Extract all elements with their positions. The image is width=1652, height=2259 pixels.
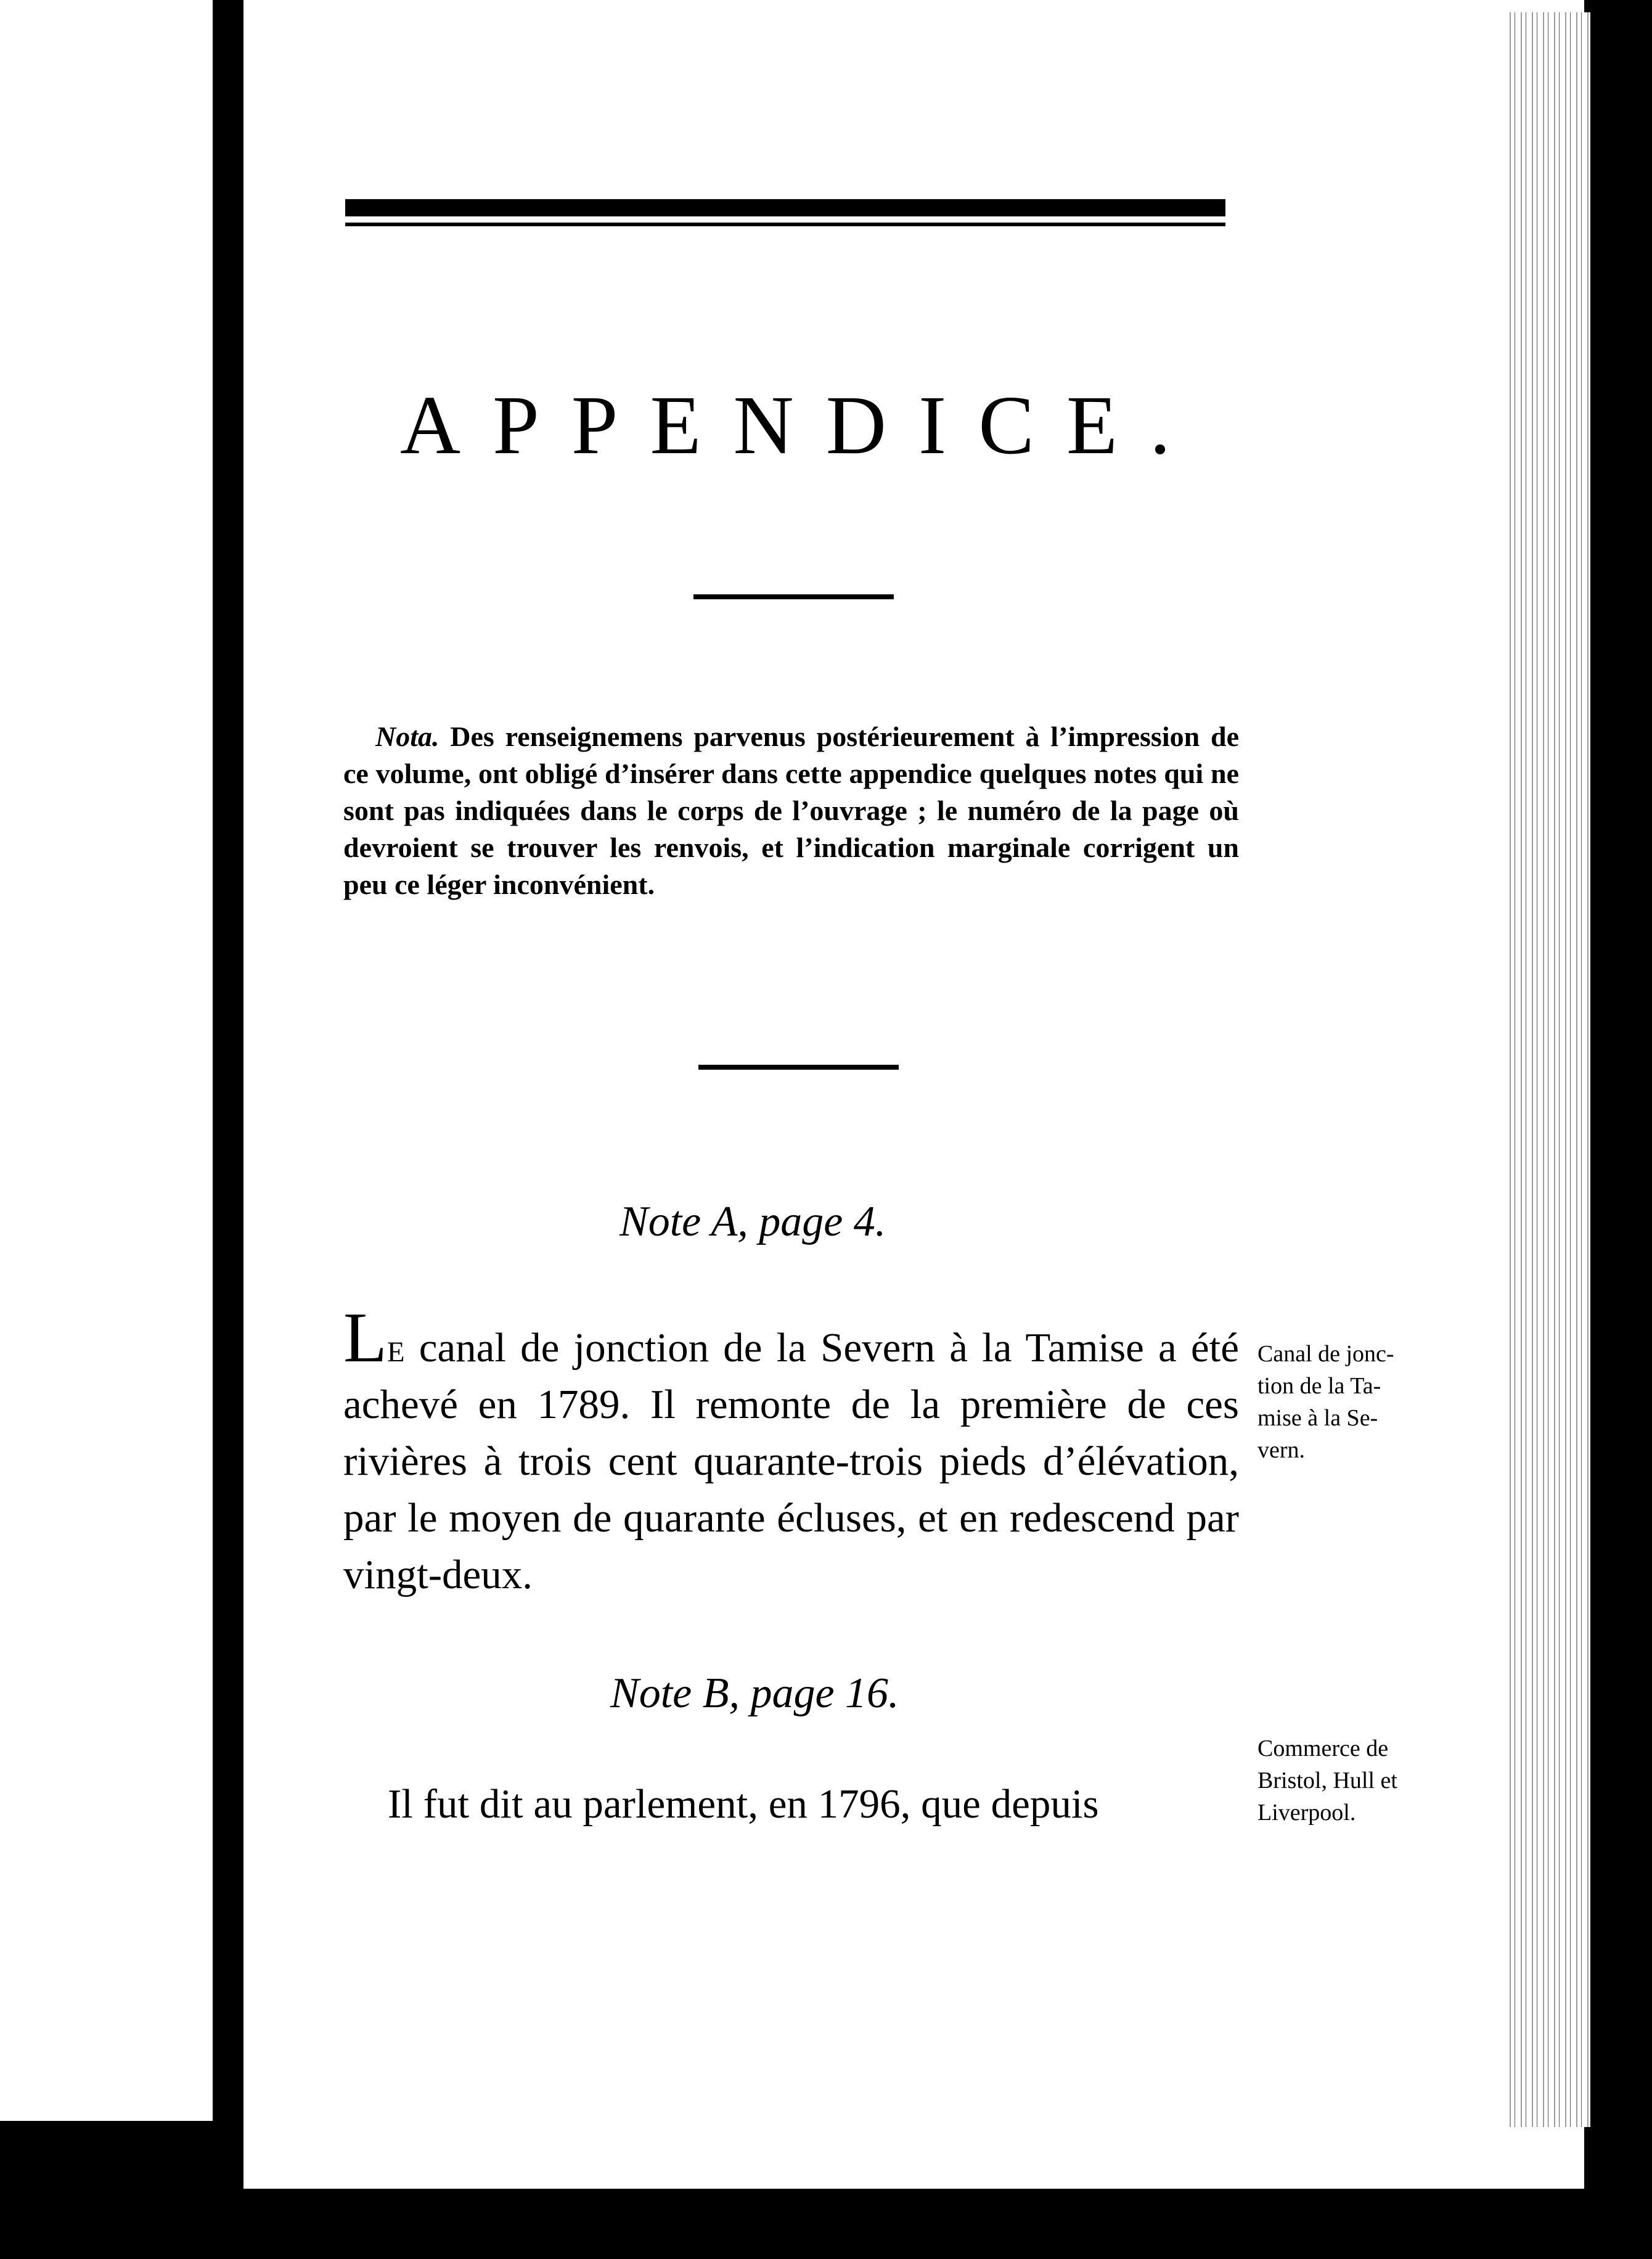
header-rule-thin bbox=[345, 223, 1225, 226]
nota-text: Des renseignemens parvenus postérieurement à l’impression de ce volume, ont obligé d’insérer dans cette appendice quelques notes qui ne sont pas indiquées dans le corps de l’ouvrage ; le numéro de la page où devroient se trouver les renvois, et l’indication marginale corrigent un peu ce léger inconvénient. bbox=[343, 721, 1239, 900]
scan-border bbox=[0, 2195, 1652, 2259]
marginal-line: Commerce de bbox=[1257, 1736, 1389, 1761]
note-a-marginal bbox=[1257, 1338, 1394, 1466]
header-rule-thick bbox=[345, 199, 1225, 216]
page bbox=[243, 0, 1584, 2189]
note-a-text: canal de jonction de la Severn à la Tamise a été achevé en 1789. Il remonte de la première de ces rivières à trois cent quarante-trois pieds d’élévation, par le moyen de quarante écluses, et en redescend par vingt-deux. bbox=[343, 1325, 1239, 1597]
page-title: APPENDICE. bbox=[399, 379, 1203, 472]
first-word-rest: e bbox=[386, 1325, 405, 1371]
page-edges bbox=[1504, 12, 1590, 2127]
marginal-line: vern. bbox=[1257, 1437, 1306, 1463]
note-a-heading: Note A, page 4. bbox=[620, 1198, 886, 1245]
note-a-paragraph bbox=[343, 1298, 1239, 1603]
marginal-line: tion de la Ta- bbox=[1257, 1373, 1381, 1399]
facing-page bbox=[0, 0, 213, 2121]
divider-rule bbox=[698, 1065, 899, 1070]
marginal-line: Liverpool. bbox=[1257, 1800, 1356, 1826]
note-b-heading: Note B, page 16. bbox=[610, 1670, 899, 1717]
drop-cap: L bbox=[343, 1298, 387, 1377]
note-b-paragraph: Il fut dit au parlement, en 1796, que depuis bbox=[388, 1781, 1099, 1827]
nota-paragraph bbox=[343, 718, 1239, 903]
marginal-line: Canal de jonc- bbox=[1257, 1341, 1394, 1367]
marginal-line: mise à la Se- bbox=[1257, 1405, 1378, 1431]
note-b-marginal bbox=[1257, 1732, 1397, 1829]
divider-rule bbox=[693, 594, 894, 599]
book-gutter bbox=[213, 0, 243, 2195]
marginal-line: Bristol, Hull et bbox=[1257, 1768, 1397, 1794]
nota-label: Nota. bbox=[375, 721, 440, 752]
